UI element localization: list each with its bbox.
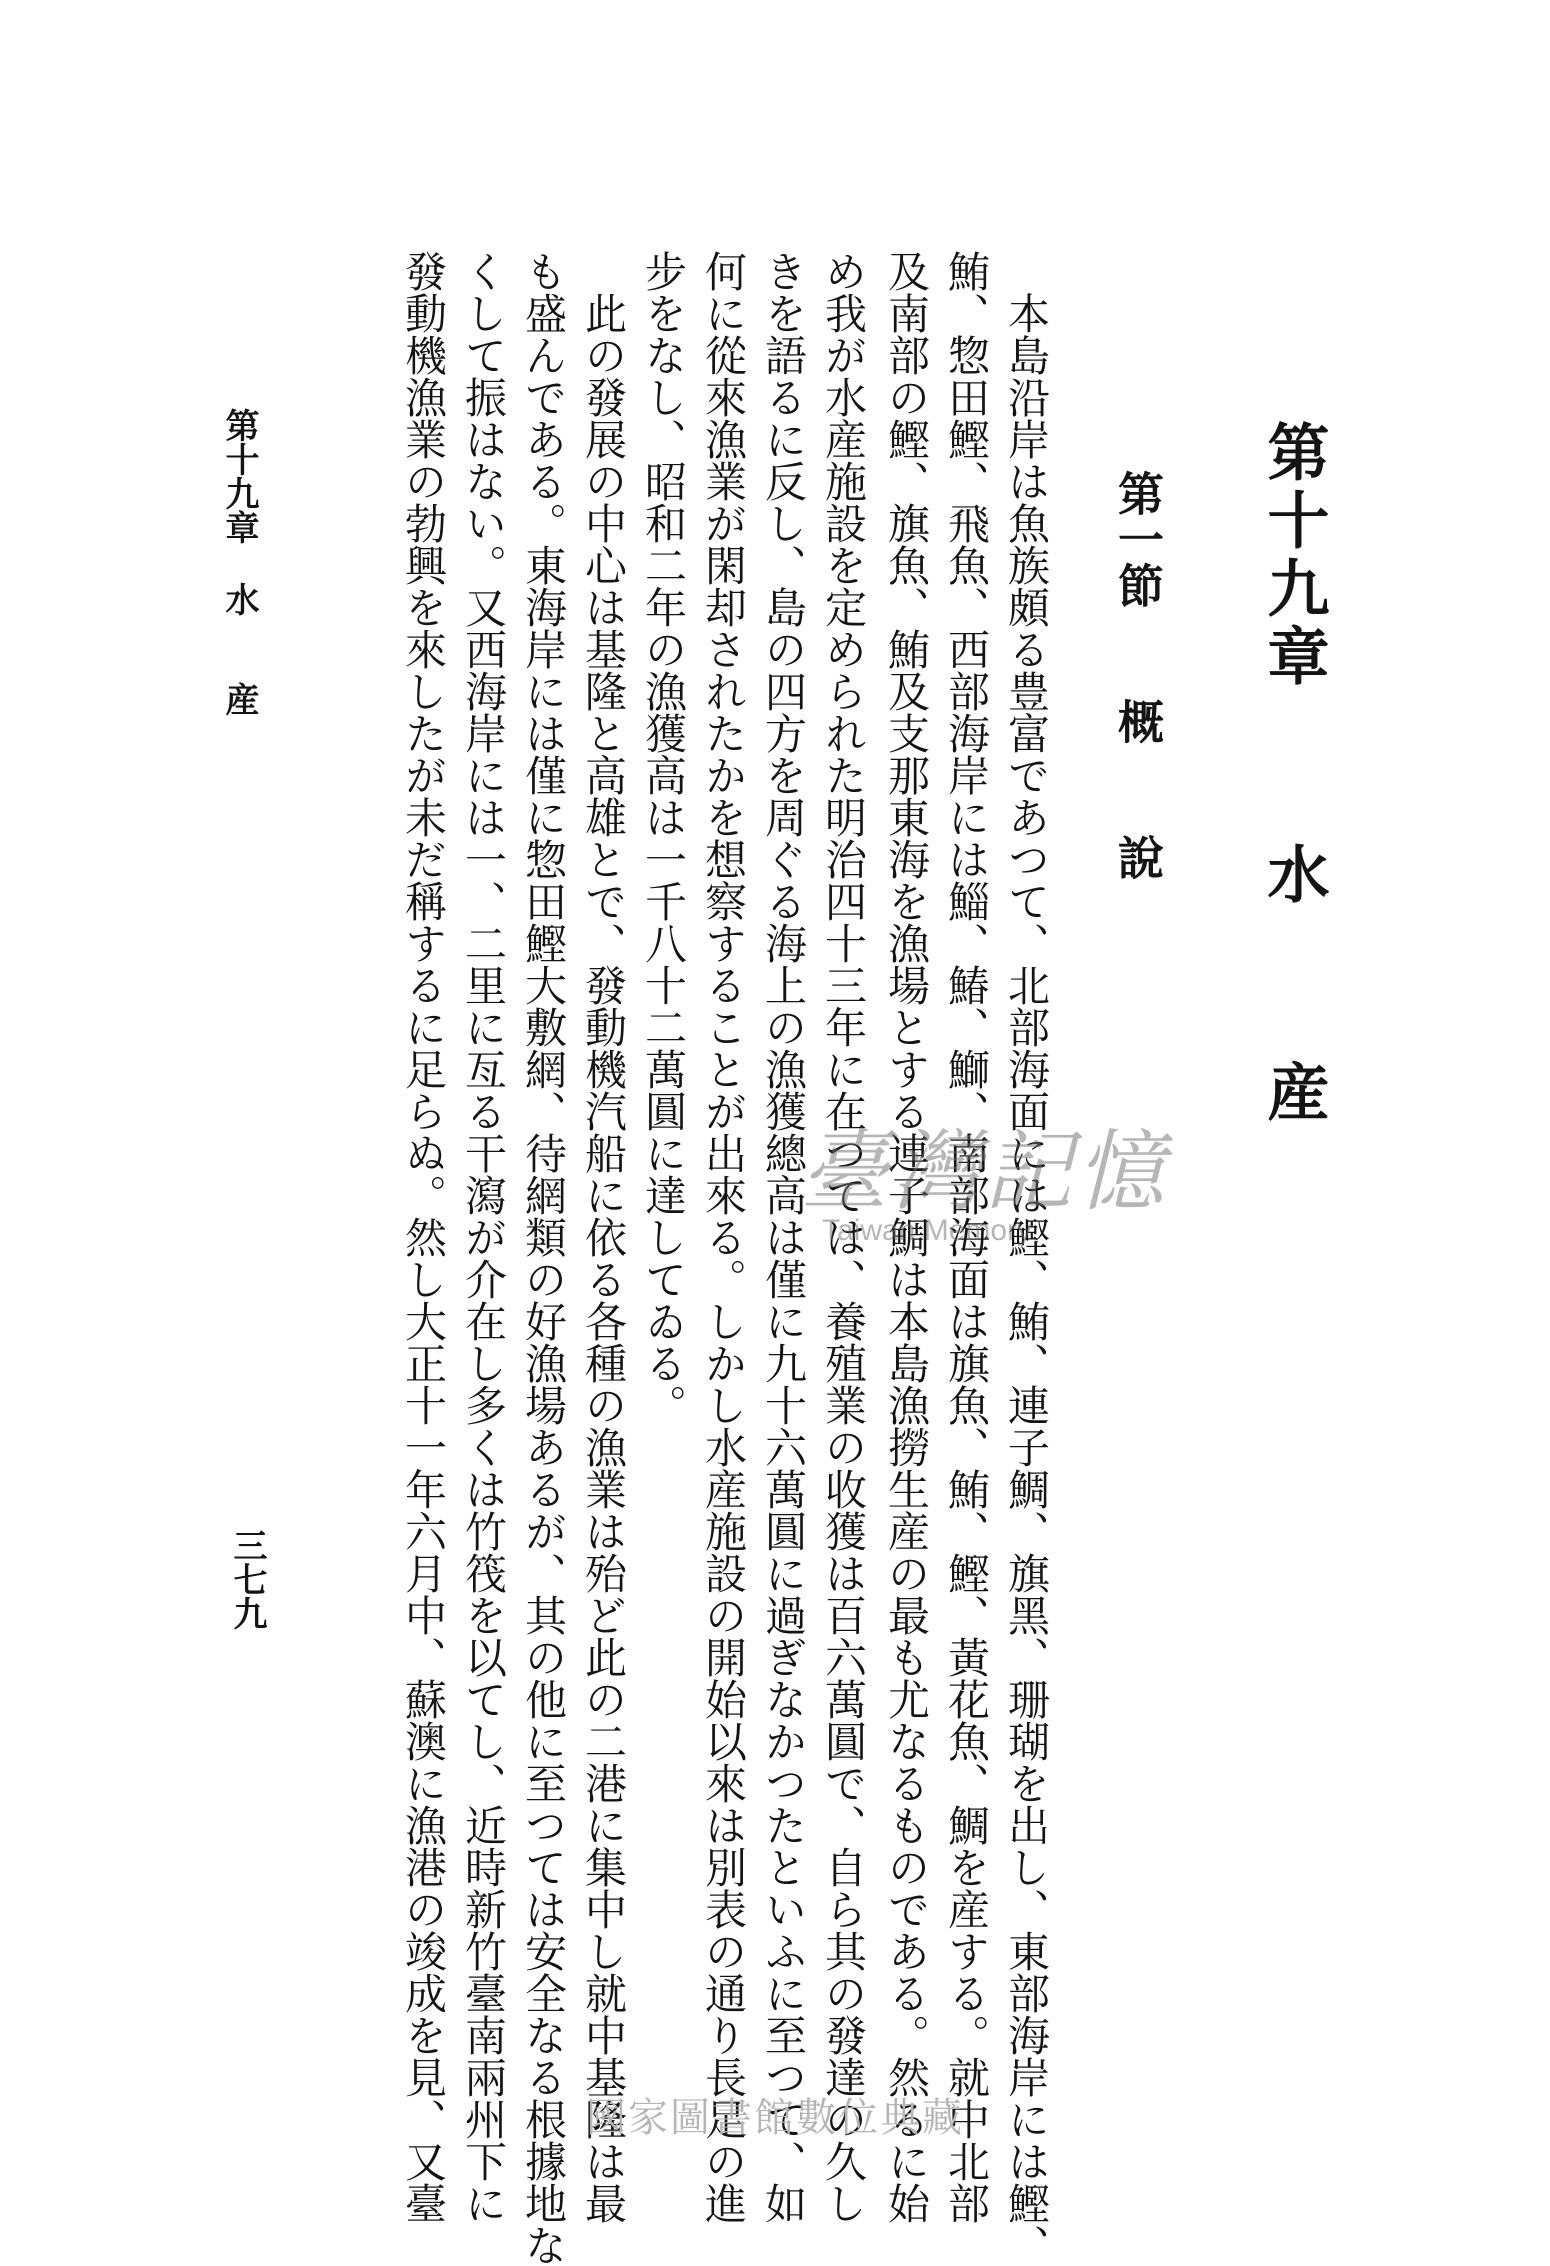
section-title-char-2: 說	[1111, 834, 1165, 880]
body-column-8: 此の發展の中心は基隆と高雄とで、發動機汽船に依る各種の漁業は殆ど此の二港に集中し就中基隆は最	[579, 292, 628, 2224]
body-column-6: 何に從來漁業が閑却されたかを想察することが出來る。しかし水産施設の開始以來は別表の通り長足の進	[699, 250, 748, 2224]
chapter-title-char-1: 水	[1257, 842, 1330, 910]
body-column-3: 及南部の鰹、旗魚、鮪及支那東海を漁場とする連子鯛は本島漁撈生産の最も尤なるものである。然るに始	[882, 250, 931, 2224]
page-number: 三七九	[227, 1528, 267, 1630]
body-column-7: 步をなし、昭和二年の漁獲高は一千八十二萬圓に達してゐる。	[639, 250, 688, 1426]
watermark-script: 臺灣記憶	[800, 1120, 1169, 1223]
section-title-char-1: 概	[1111, 698, 1165, 744]
section-heading	[1111, 470, 1165, 880]
section-number: 第一節	[1111, 470, 1165, 608]
body-column-5: きを語るに反し、島の四方を周ぐる海上の漁獲總高は僅に九十六萬圓に過ぎなかつたといふに至つて、如	[759, 250, 808, 2224]
chapter-title-char-2: 産	[1257, 1060, 1330, 1128]
footer-library-credit: 國家圖書館數位典藏	[586, 2095, 964, 2141]
running-head	[219, 408, 259, 716]
body-column-10: くして振はない。又西海岸には一、二里に亙る干瀉が介在し多くは竹筏を以てし、近時新竹臺南兩州下に	[459, 250, 508, 2224]
body-column-9: も盛んである。東海岸には僅に惣田鰹大敷網、待網類の好漁場あるが、其の他に至つては安全なる根據地な	[519, 250, 568, 2266]
running-head-chapter: 第十九章	[219, 408, 259, 544]
chapter-number: 第十九章	[1257, 420, 1330, 692]
watermark-logo	[800, 1102, 1169, 1247]
body-column-11: 發動機漁業の勃興を來したが未だ稱するに足らぬ。然し大正十一年六月中、蘇澳に漁港の竣成を見、又臺	[399, 250, 448, 2224]
watermark-latin: Taiwan Memory	[822, 1214, 1033, 1247]
body-column-4: め我が水産施設を定められた明治四十三年に在つては、養殖業の收獲は百六萬圓で、自ら其の發達の久し	[819, 250, 868, 2224]
running-head-char-2: 産	[219, 682, 259, 716]
body-column-1: 本島沿岸は魚族頗る豊富であつて、北部海面には鰹、鮪、連子鯛、旗黑、珊瑚を出し、東部海岸には鰹、	[1002, 292, 1051, 2266]
body-column-2: 鮪、惣田鰹、飛魚、西部海岸には鯔、鰆、鰤、南部海面は旗魚、鮪、鰹、黃花魚、鯛を産する。就中北部	[942, 250, 991, 2224]
running-head-char-1: 水	[219, 582, 259, 616]
chapter-heading	[1257, 420, 1330, 1128]
